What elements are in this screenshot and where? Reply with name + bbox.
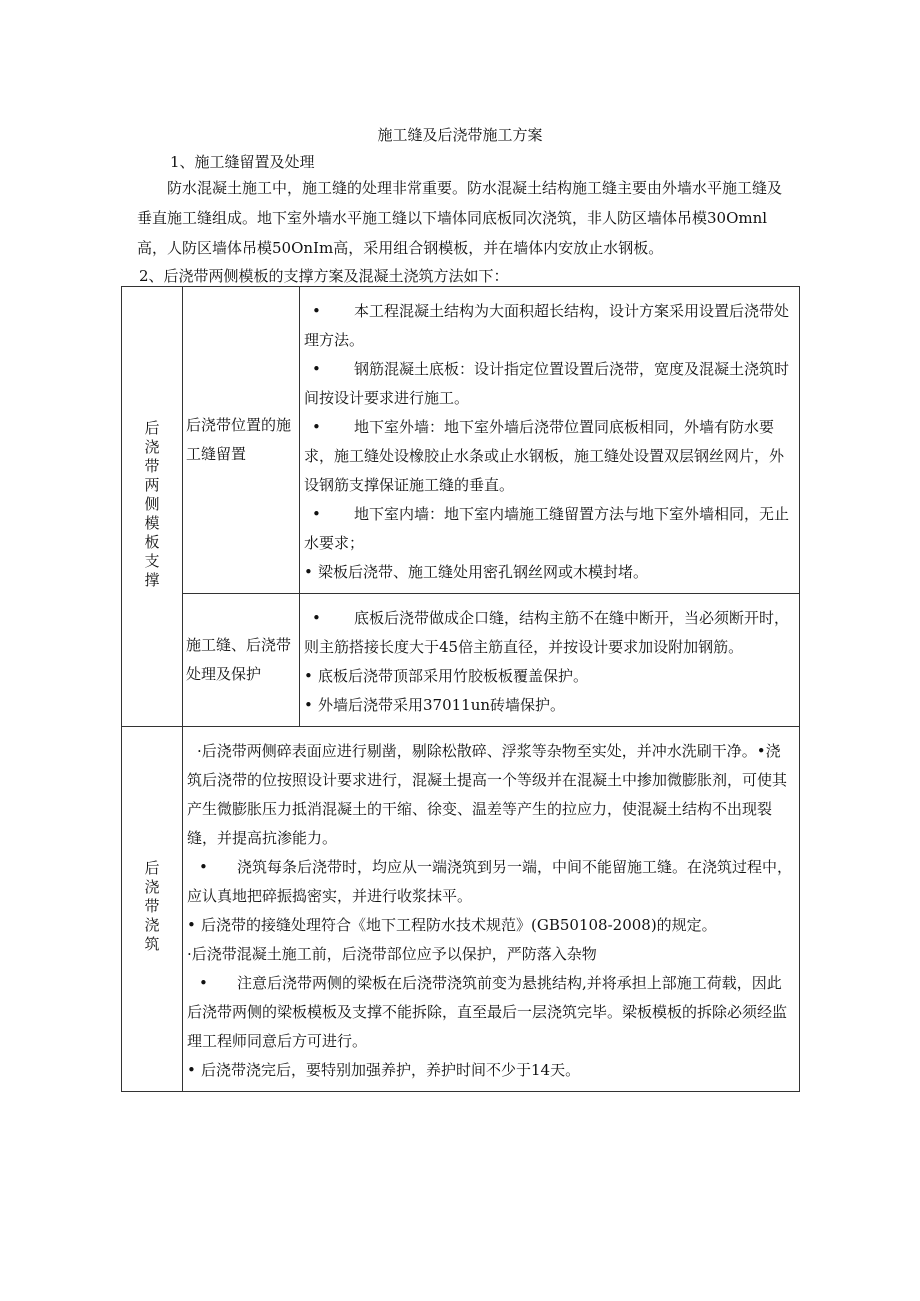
- row2-item: • 底板后浇带顶部采用竹胶板板覆盖保护。: [304, 662, 795, 691]
- row1-item: • 梁板后浇带、施工缝处用密孔钢丝网或木模封堵。: [304, 558, 795, 587]
- bullet-icon: •: [312, 360, 321, 378]
- group2-item: • 浇筑每条后浇带时，均应从一端浇筑到另一端，中间不能留施工缝。在浇筑过程中，应认真地把碎振捣密实，并进行收浆抹平。: [187, 853, 795, 911]
- row1-item: • 本工程混凝土结构为大面积超长结构，设计方案采用设置后浇带处理方法。: [304, 297, 795, 355]
- row1-item: • 地下室内墙：地下室内墙施工缝留置方法与地下室外墙相同，无止水要求；: [304, 500, 795, 558]
- row2-content: [300, 594, 800, 727]
- bullet-icon: •: [304, 563, 313, 581]
- group2-item: • 后浇带浇完后，要特别加强养护，养护时间不少于14天。: [187, 1056, 795, 1085]
- row2-label: 施工缝、后浇带处理及保护: [186, 636, 292, 683]
- bullet-icon: •: [199, 974, 208, 992]
- row2-item: • 外墙后浇带采用37011un砖墙保护。: [304, 691, 795, 720]
- section1-heading: 1、施工缝留置及处理: [170, 153, 315, 171]
- group2-item: • 注意后浇带两侧的梁板在后浇带浇筑前变为悬挑结构,并将承担上部施工荷载，因此后浇带两侧的梁板模板及支撑不能拆除，直至最后一层浇筑完毕。梁板模板的拆除必须经监理工程师同意后方可进行。: [187, 969, 795, 1056]
- group1-label-cell: [122, 287, 183, 727]
- bullet-icon: •: [312, 505, 321, 523]
- group2-label: 后浇带浇筑: [144, 859, 160, 953]
- construction-table: [121, 286, 800, 1092]
- bullet-icon: •: [312, 302, 321, 320]
- group1-label: 后浇带两侧模板支撑: [144, 418, 160, 589]
- bullet-icon: •: [304, 696, 313, 714]
- group2-item: ·后浇带混凝土施工前，后浇带部位应予以保护，严防落入杂物: [187, 945, 597, 963]
- section1-body: 防水混凝土施工中，施工缝的处理非常重要。防水混凝土结构施工缝主要由外墙水平施工缝及垂直施工缝组成。地下室外墙水平施工缝以下墙体同底板同次浇筑，非人防区墙体吊模30Omnl高，人防区墙体吊模50OnIm高，采用组合钢模板，并在墙体内安放止水钢板。: [137, 179, 783, 257]
- group2-item: • 后浇带的接缝处理符合《地下工程防水技术规范》(GB50108-2008)的规定。: [187, 911, 795, 940]
- document-title: 施工缝及后浇带施工方案: [377, 126, 543, 144]
- row1-item: • 地下室外墙：地下室外墙后浇带位置同底板相同，外墙有防水要求，施工缝处设橡胶止水条或止水钢板，施工缝处设置双层钢丝网片，外设钢筋支撑保证施工缝的垂直。: [304, 413, 795, 500]
- row1-item: • 钢筋混凝土底板：设计指定位置设置后浇带，宽度及混凝土浇筑时间按设计要求进行施工。: [304, 355, 795, 413]
- bullet-icon: •: [187, 1061, 196, 1079]
- row2-item: • 底板后浇带做成企口缝，结构主筋不在缝中断开，当必须断开时，则主筋搭接长度大于45倍主筋直径，并按设计要求加设附加钢筋。: [304, 604, 795, 662]
- bullet-icon: •: [187, 916, 196, 934]
- group2-item: ·后浇带两侧碎表面应进行剔凿，剔除松散碎、浮浆等杂物至实处，并冲水洗刷干净。•浇筑后浇带的位按照设计要求进行，混凝土提高一个等级并在混凝土中掺加微膨胀剂，可使其产生微膨胀压力抵消混凝土的干缩、徐变、温差等产生的拉应力，使混凝土结构不出现裂缝，并提高抗渗能力。: [187, 742, 788, 847]
- bullet-icon: •: [304, 667, 313, 685]
- section2-heading: 2、后浇带两侧模板的支撑方案及混凝土浇筑方法如下：: [139, 267, 509, 285]
- bullet-icon: •: [199, 858, 208, 876]
- row1-content: [300, 287, 800, 594]
- row1-label-cell: [183, 287, 300, 594]
- group2-content: [183, 727, 800, 1092]
- group2-label-cell: [122, 727, 183, 1092]
- row1-label: 后浇带位置的施工缝留置: [186, 416, 292, 463]
- row2-label-cell: [183, 594, 300, 727]
- bullet-icon: •: [312, 418, 321, 436]
- bullet-icon: •: [312, 609, 321, 627]
